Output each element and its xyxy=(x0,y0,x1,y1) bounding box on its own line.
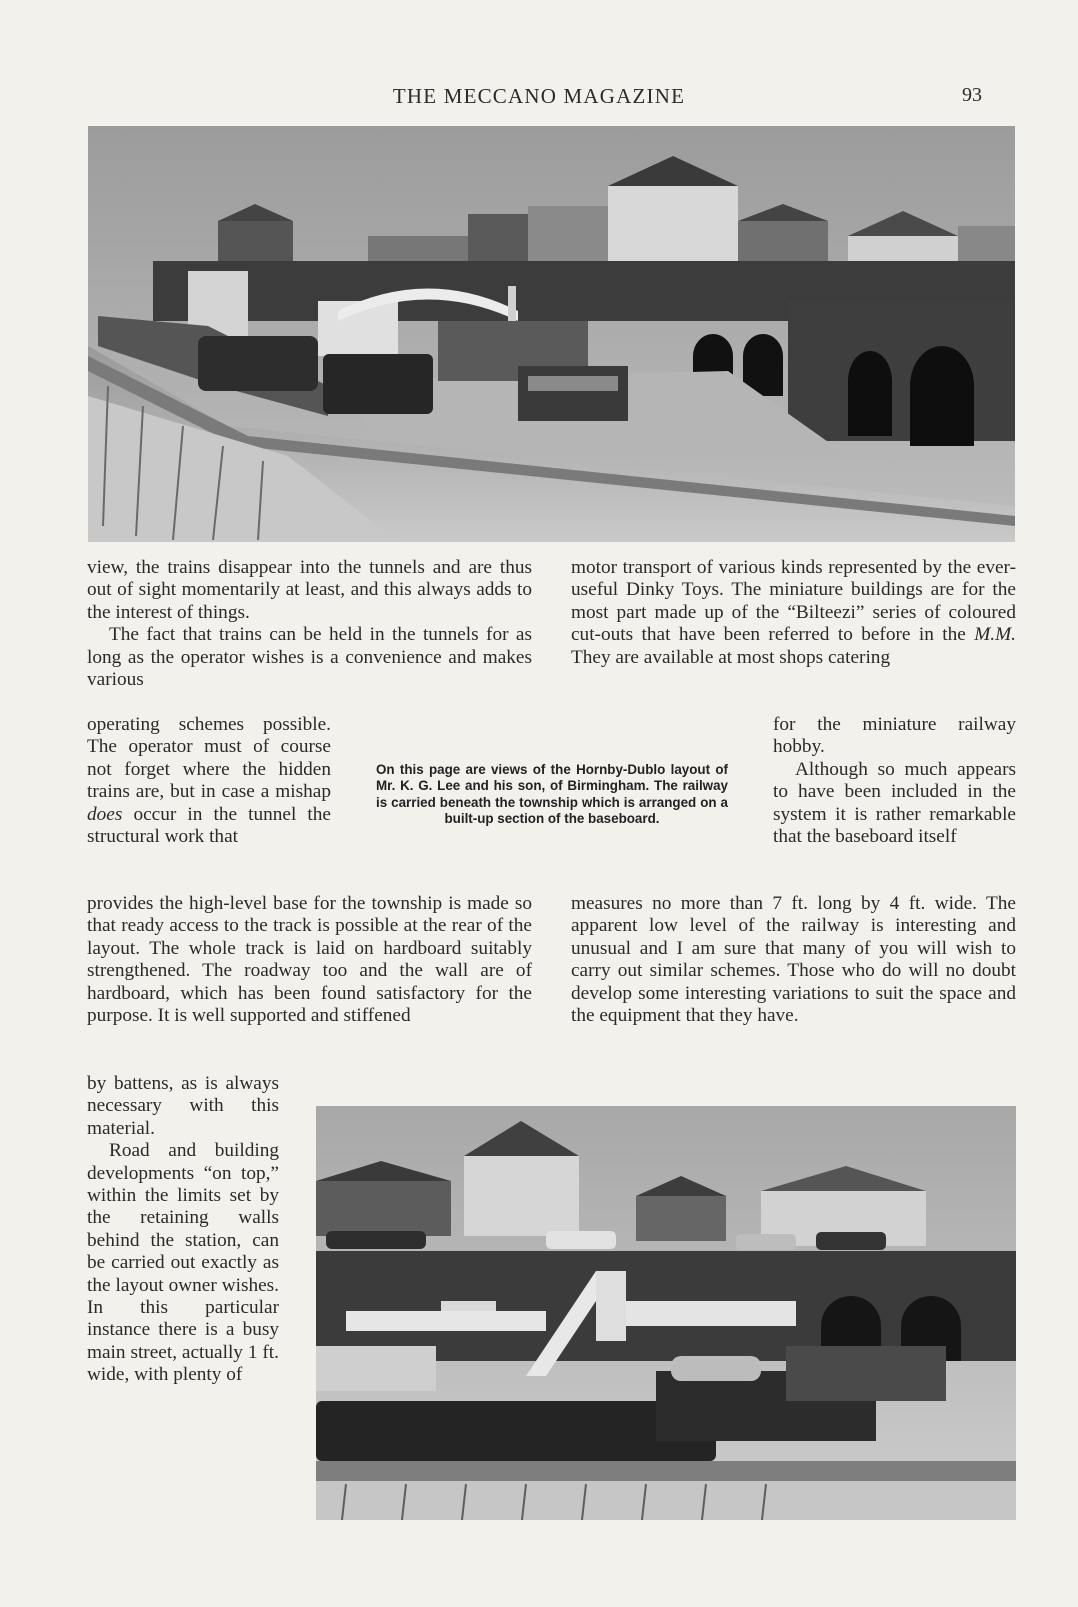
layout-photo-top xyxy=(88,126,1015,542)
paragraph-continued: operating schemes possible. The operator must of course not forget where the hidden trains are, but in case a mishap does occur in the tunnel the structural work that xyxy=(87,714,331,848)
paragraph: view, the trains disappear into the tunnels and are thus out of sight momentarily at least, and this always adds to the interest of things. xyxy=(87,557,532,623)
paragraph: motor transport of various kinds represented by the ever-useful Dinky Toys. The miniature buildings are for the most part made up of the “Bilteezi” series of coloured cut-outs that have been referred to before in the M.M. They are available at most shops catering xyxy=(571,557,1016,668)
paragraph: Road and building developments “on top,” within the limits set by the retaining walls behind the station, can be carried out exactly as the layout owner wishes. In this particular instance there is a busy main street, actually 1 ft. wide, with plenty of xyxy=(87,1140,279,1386)
left-column-narrow-block xyxy=(87,714,331,848)
right-column-block-2 xyxy=(571,893,1016,1027)
paragraph: Although so much appears to have been included in the system it is rather remarkable that the baseboard itself xyxy=(773,758,1016,848)
left-column-block-2 xyxy=(87,893,532,1027)
paragraph-continued: measures no more than 7 ft. long by 4 ft. wide. The apparent low level of the railway is interesting and unusual and I am sure that many of you will wish to carry out similar schemes. Those who do will no doubt develop some interesting variations to suit the space and the equipment that they have. xyxy=(571,893,1016,1027)
right-column-narrow-block xyxy=(773,714,1016,848)
page-number: 93 xyxy=(962,84,982,106)
left-column-block-1 xyxy=(87,557,532,691)
emphasis-text: does xyxy=(87,803,123,825)
paragraph: The fact that trains can be held in the tunnels for as long as the operator wishes is a convenience and makes various xyxy=(87,624,532,691)
layout-photo-bottom xyxy=(316,1106,1016,1520)
photo-caption: On this page are views of the Hornby-Dublo layout of Mr. K. G. Lee and his son, of Birmingham. The railway is carried beneath the township which is arranged on a built-up section of the baseboard. xyxy=(376,762,728,827)
emphasis-text: M.M. xyxy=(974,624,1016,646)
right-column-block-1 xyxy=(571,557,1016,669)
paragraph-continued: for the miniature railway hobby. xyxy=(773,714,1016,758)
magazine-title: THE MECCANO MAGAZINE xyxy=(392,84,686,108)
paragraph-continued: by battens, as is always necessary with this material. xyxy=(87,1073,279,1139)
paragraph-continued: provides the high-level base for the township is made so that ready access to the track is possible at the rear of the layout. The whole track is laid on hardboard suitably strengthened. The roadway too and the wall are of hardboard, which has been found satisfactory for the purpose. It is well supported and stiffened xyxy=(87,893,532,1027)
left-column-narrow-bottom xyxy=(87,1073,279,1387)
